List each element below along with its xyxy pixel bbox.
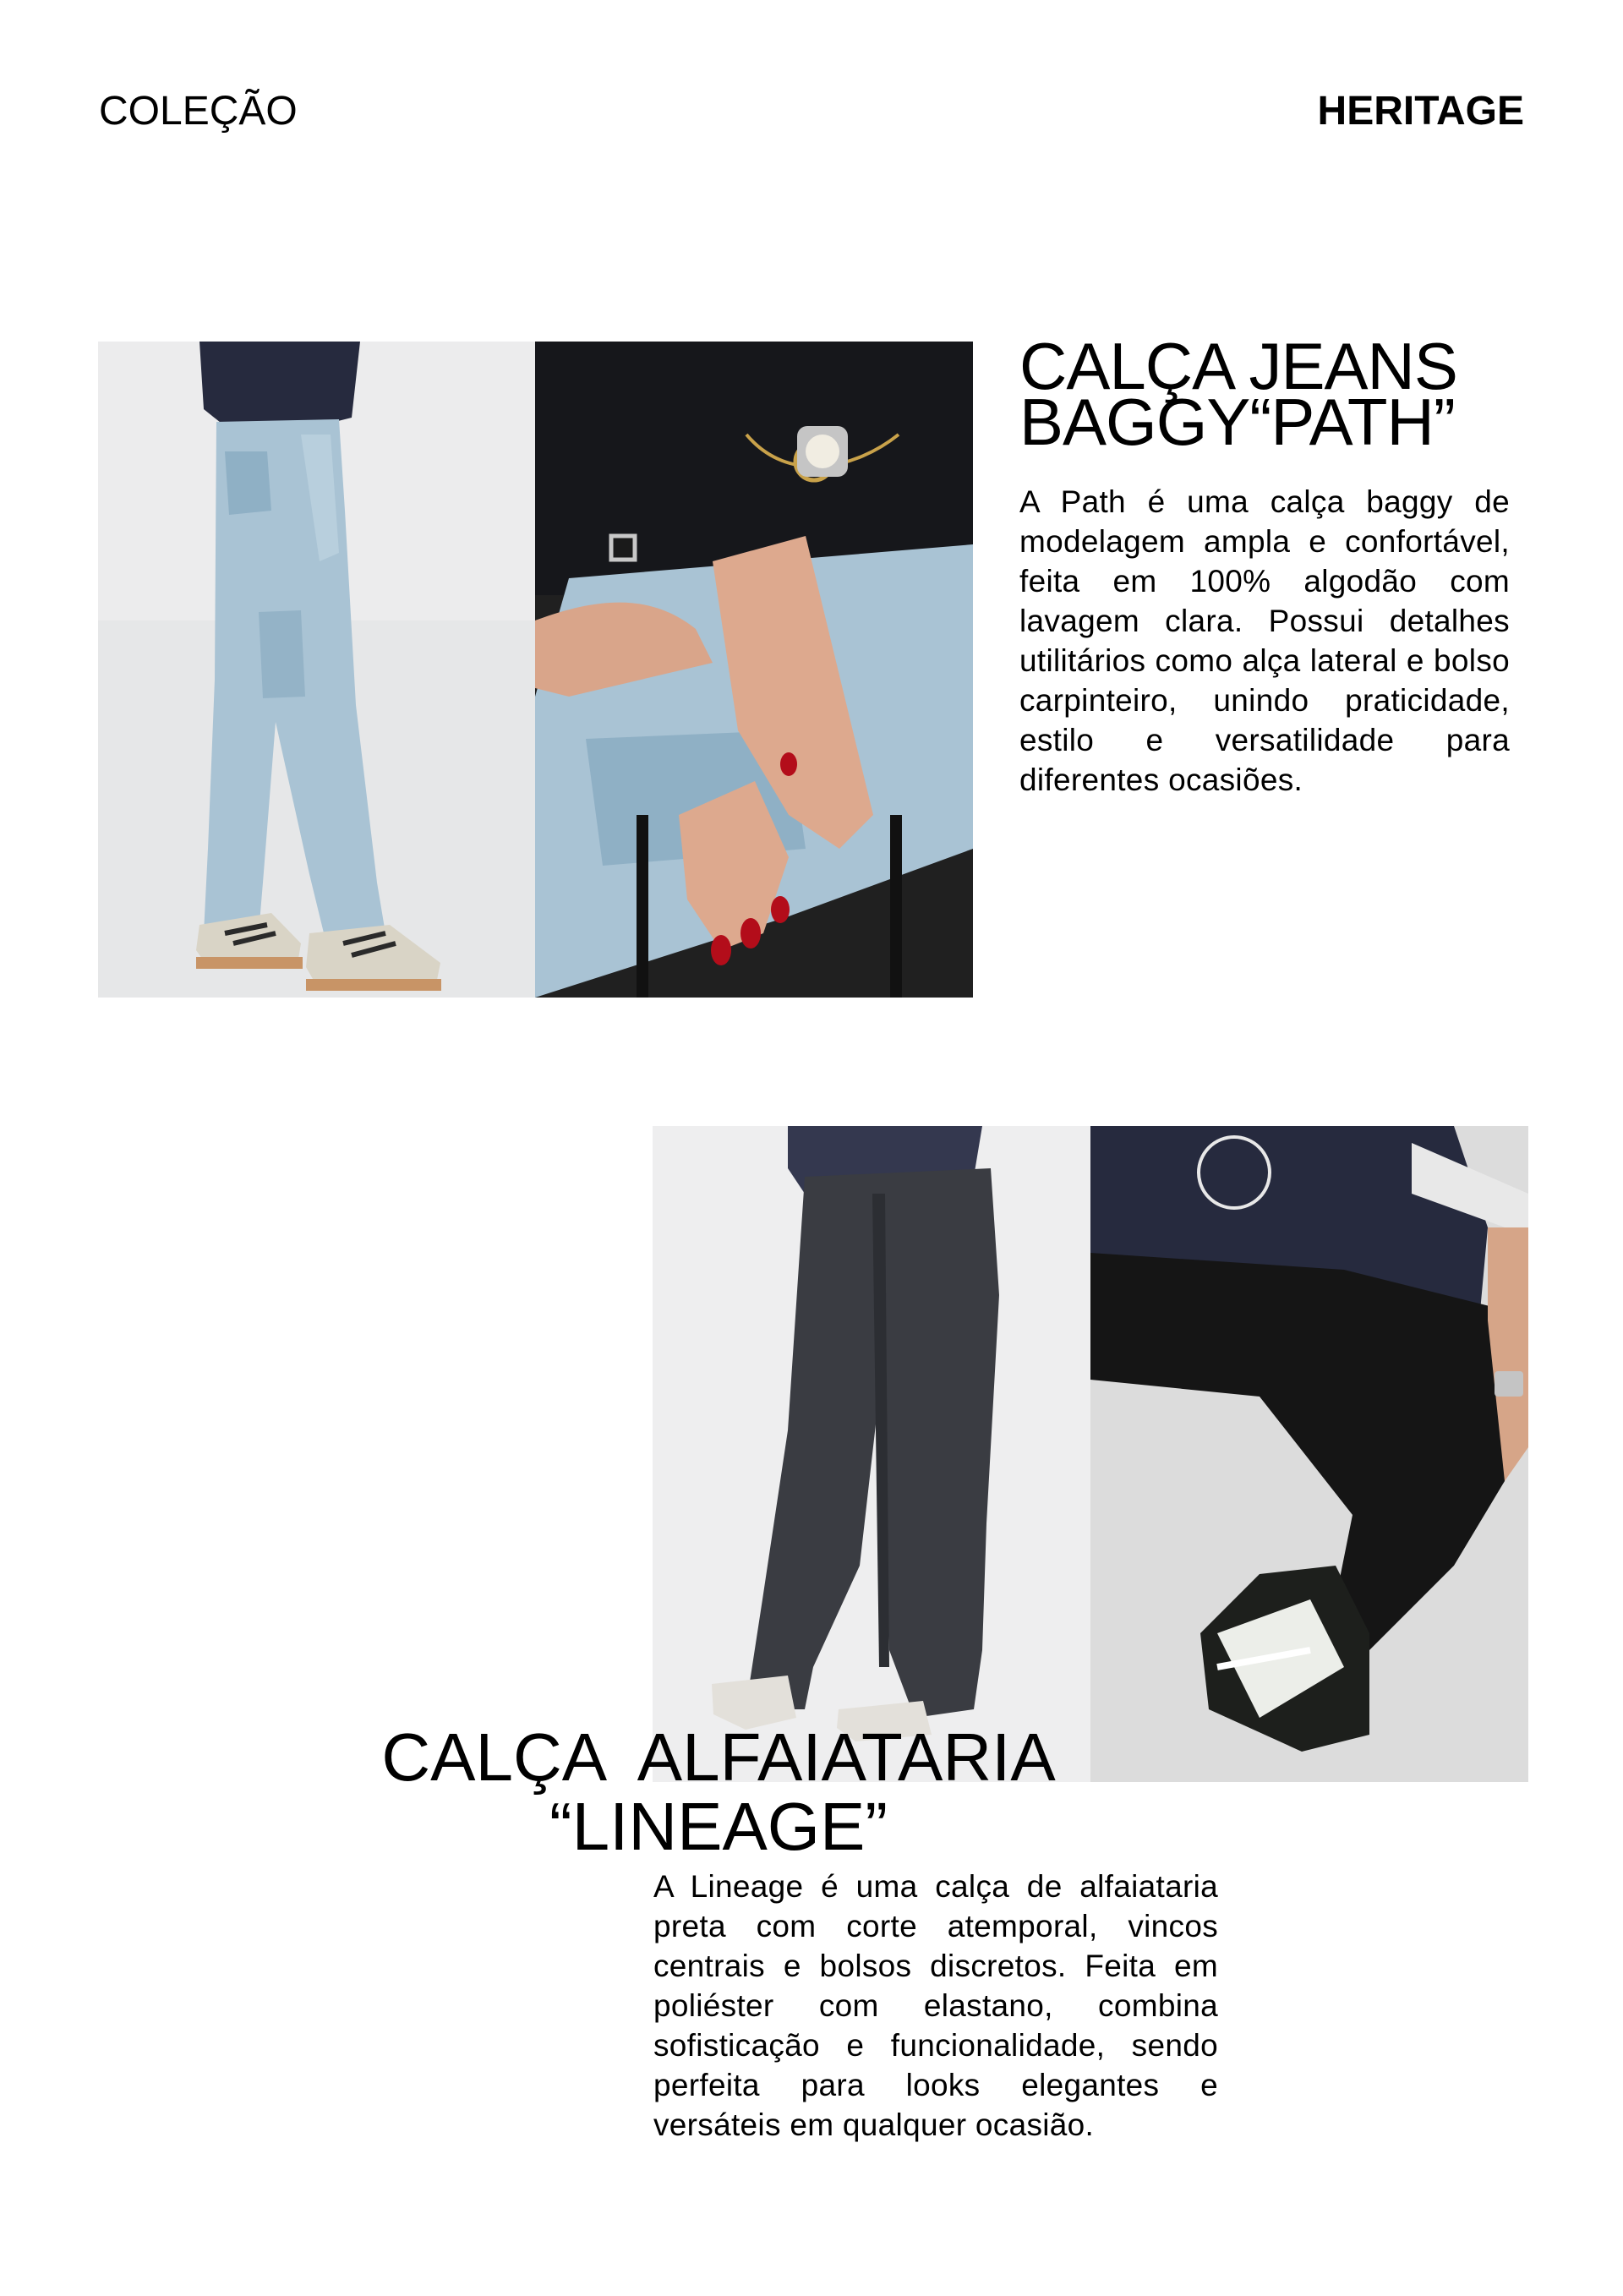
title-line-2: “LINEAGE”: [549, 1789, 888, 1864]
tailored-trousers-seated-photo: [1090, 1126, 1528, 1782]
product-title-path: [1019, 329, 1544, 459]
title-line-1: CALÇA ALFAIATARIA: [381, 1719, 1056, 1795]
product-title-lineage: [372, 1719, 1065, 1864]
product-description-lineage: A Lineage é uma calça de alfaiataria preta com corte atemporal, vincos centrais e bolsos discretos. Feita em poliéster com elastano, combina sofisticação e funcionalidade, sendo perfeita para looks elegantes e versáteis em qualquer ocasião.: [653, 1869, 1218, 2142]
title-line-2: BAGGY“PATH”: [1019, 385, 1455, 459]
jeans-seated-hands-photo: [535, 342, 973, 998]
header-collection-label: COLEÇÃO: [99, 89, 298, 134]
product-description-path: A Path é uma calça baggy de modelagem ampla e confortável, feita em 100% algodão com lavagem clara. Possui detalhes utilitários como alça lateral e bolso carpinteiro, unindo praticidade, estilo e versatilidade para diferentes ocasiões.: [1019, 484, 1510, 797]
title-line-1: CALÇA JEANS: [1019, 329, 1457, 403]
jeans-side-photo: [98, 342, 535, 998]
header-collection-name: HERITAGE: [1317, 89, 1524, 134]
tailored-trousers-standing-photo: [653, 1126, 1090, 1782]
